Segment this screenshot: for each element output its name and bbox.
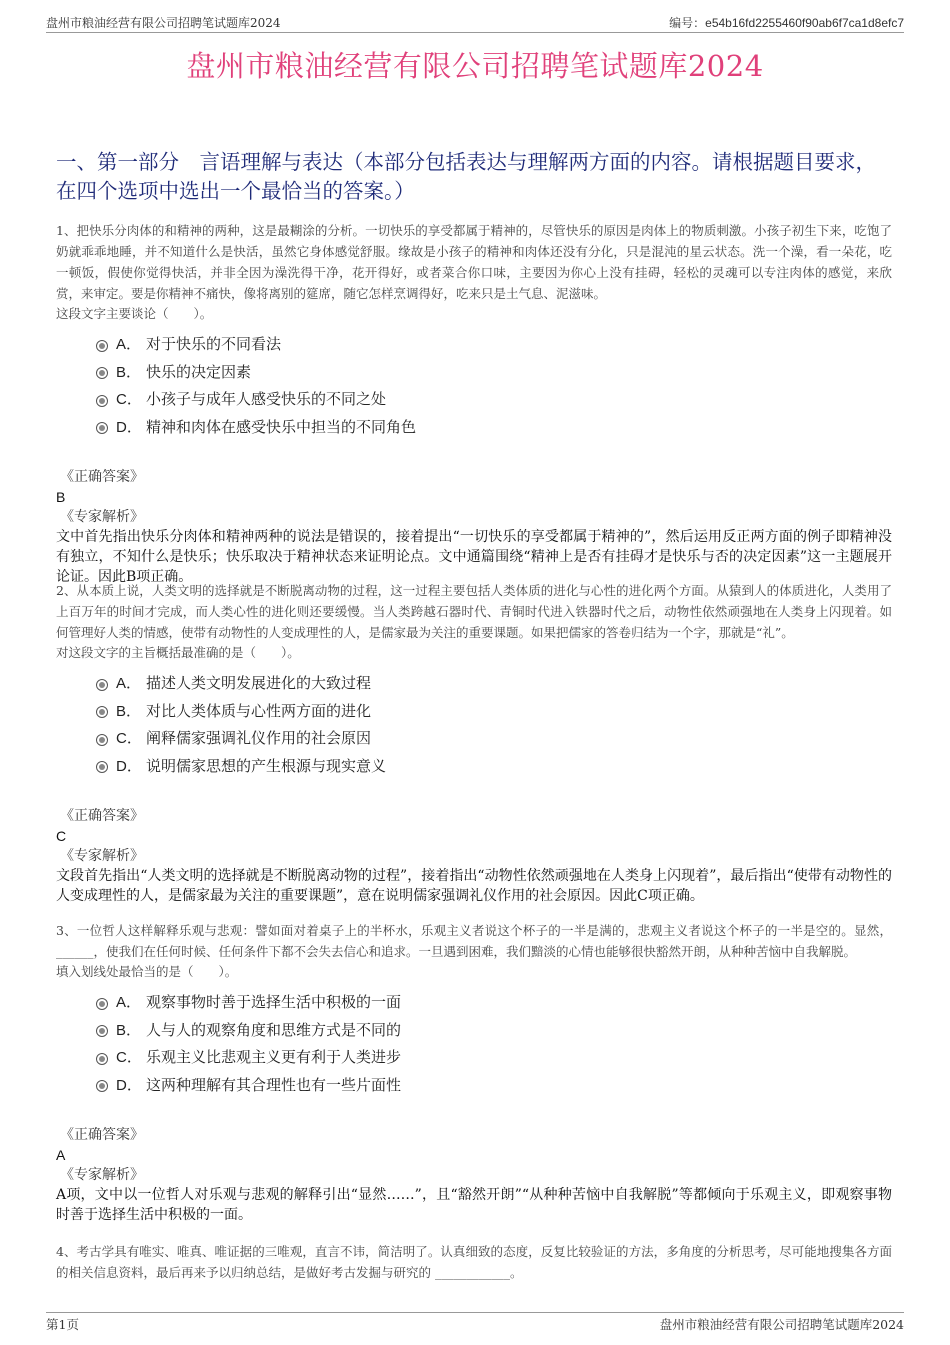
question-stem: 1、把快乐分肉体的和精神的两种，这是最糊涂的分析。一切快乐的享受都属于精神的，尽管快乐的原因是肉体上的物质刺激。小孩子初生下来，吃饱了奶就乖乖地睡，并不知道什么是快活，虽然它身体感觉舒服。缘故是小孩子的精神和肉体还没有分化，只是混沌的星云状态。洗一个澡，看一朵花，吃一顿饭，假使你觉得快活，并非全因为澡洗得干净，花开得好，或者菜合你口味，主要因为你心上没有挂碍，轻松的灵魂可以专注肉体的感觉，来欣赏，来审定。要是你精神不痛快，像将离别的筵席，随它怎样烹调得好，吃来只是土气息、泥滋味。	[56, 223, 892, 301]
section-title: 一、第一部分 言语理解与表达（本部分包括表达与理解两方面的内容。请根据题目要求，在四个选项中选出一个最恰当的答案。）	[56, 150, 876, 203]
question-2	[56, 580, 892, 906]
option-letter: B．	[116, 363, 142, 381]
radio-icon[interactable]	[96, 367, 108, 379]
radio-icon[interactable]	[96, 706, 108, 718]
option-text: 人与人的观察角度和思维方式是不同的	[146, 1020, 402, 1039]
option-text: 观察事物时善于选择生活中积极的一面	[146, 993, 402, 1012]
option-c[interactable]	[96, 1043, 892, 1071]
option-letter: D．	[116, 757, 142, 775]
analysis-text: A项，文中以一位哲人对乐观与悲观的解释引出“显然……”，且“豁然开朗”“从种种苦恼中自我解脱”等都倾向于乐观主义，即观察事物时善于选择生活中积极的一面。	[56, 1187, 892, 1223]
option-letter: C．	[116, 730, 142, 748]
option-c[interactable]	[96, 724, 892, 752]
radio-icon[interactable]	[96, 1080, 108, 1092]
document-code-value: e54b16fd2255460f90ab6f7ca1d8efc7	[705, 16, 904, 30]
option-b[interactable]	[96, 1016, 892, 1044]
option-text: 说明儒家思想的产生根源与现实意义	[146, 756, 387, 775]
option-letter: A．	[116, 336, 142, 354]
answer-value: B	[56, 489, 66, 505]
footer-title: 盘州市粮油经营有限公司招聘笔试题库2024	[659, 1317, 904, 1332]
question-prompt: 对这段文字的主旨概括最准确的是（ ）。	[56, 645, 300, 660]
analysis-text: 文段首先指出“人类文明的选择就是不断脱离动物的过程”，接着指出“动物性依然顽强地在人类身上闪现着”，最后指出“使带有动物性的人变成理性的人，是儒家最为关注的重要课题”，意在说明儒家强调礼仪作用的社会原因。因此C项正确。	[56, 868, 892, 904]
header-title: 盘州市粮油经营有限公司招聘笔试题库2024	[46, 16, 281, 30]
radio-icon[interactable]	[96, 679, 108, 691]
option-text: 对比人类体质与心性两方面的进化	[146, 701, 372, 720]
option-text: 对于快乐的不同看法	[146, 335, 282, 354]
option-list	[96, 669, 892, 779]
option-b[interactable]	[96, 697, 892, 725]
page-footer	[46, 1312, 904, 1333]
option-d[interactable]	[96, 752, 892, 780]
question-stem: 2、从本质上说，人类文明的选择就是不断脱离动物的过程，这一过程主要包括人类体质的进化与心性的进化两个方面。从猿到人的体质进化，人类用了上百万年的时间才完成，而人类心性的进化则还要缓慢。当人类跨越石器时代、青铜时代进入铁器时代之后，动物性依然顽强地在人类身上闪现着。如何管理好人类的情感，使带有动物性的人变成理性的人，是儒家最为关注的重要课题。如果把儒家的答卷归结为一个字，那就是“礼”。	[56, 583, 892, 640]
document-code	[669, 14, 904, 31]
document-code-label: 编号：	[669, 16, 706, 30]
option-letter: B．	[116, 1021, 142, 1039]
option-c[interactable]	[96, 385, 892, 413]
answer-label: 《正确答案》	[60, 808, 144, 824]
question-prompt: 填入划线处最恰当的是（ ）。	[56, 964, 238, 979]
radio-icon[interactable]	[96, 998, 108, 1010]
analysis-text: 文中首先指出快乐分肉体和精神两种的说法是错误的，接着提出“一切快乐的享受都属于精神的”，然后运用反正两方面的例子即精神没有独立，不知什么是快乐；快乐取决于精神状态来证明论点。文中通篇围绕“精神上是否有挂碍才是快乐与否的决定因素”这一主题展开论证。因此B项正确。	[56, 529, 892, 585]
option-a[interactable]	[96, 988, 892, 1016]
answer-label: 《正确答案》	[60, 1127, 144, 1143]
option-letter: D．	[116, 1076, 142, 1094]
option-b[interactable]	[96, 358, 892, 386]
option-letter: A．	[116, 994, 142, 1012]
radio-icon[interactable]	[96, 734, 108, 746]
question-stem: 3、一位哲人这样解释乐观与悲观：譬如面对着桌子上的半杯水，乐观主义者说这个杯子的一半是满的，悲观主义者说这个杯子的一半是空的。显然，______，使我们在任何时候、任何条件下都不会失去信心和追求。一旦遇到困难，我们黯淡的心情也能够很快豁然开朗，从种种苦恼中自我解脱。	[56, 923, 892, 959]
option-text: 精神和肉体在感受快乐中担当的不同角色	[146, 417, 417, 436]
option-letter: A．	[116, 675, 142, 693]
option-text: 描述人类文明发展进化的大致过程	[146, 674, 372, 693]
page-number: 第1页	[46, 1317, 79, 1332]
analysis-label: 《专家解析》	[60, 1167, 144, 1183]
radio-icon[interactable]	[96, 340, 108, 352]
radio-icon[interactable]	[96, 1053, 108, 1065]
radio-icon[interactable]	[96, 395, 108, 407]
option-d[interactable]	[96, 413, 892, 441]
answer-value: A	[56, 1147, 66, 1163]
page-title: 盘州市粮油经营有限公司招聘笔试题库2024	[186, 49, 764, 83]
option-d[interactable]	[96, 1071, 892, 1099]
analysis-label: 《专家解析》	[60, 848, 144, 864]
radio-icon[interactable]	[96, 1025, 108, 1037]
page-header	[46, 12, 904, 33]
option-text: 快乐的决定因素	[146, 362, 252, 381]
question-4	[56, 1241, 892, 1283]
option-text: 乐观主义比悲观主义更有利于人类进步	[146, 1048, 402, 1067]
option-text: 阐释儒家强调礼仪作用的社会原因	[146, 729, 372, 748]
question-prompt: 这段文字主要谈论（ ）。	[56, 306, 213, 321]
answer-value: C	[56, 828, 67, 844]
radio-icon[interactable]	[96, 422, 108, 434]
option-list	[96, 988, 892, 1098]
option-a[interactable]	[96, 669, 892, 697]
option-letter: C．	[116, 1049, 142, 1067]
option-letter: D．	[116, 418, 142, 436]
option-letter: B．	[116, 702, 142, 720]
option-letter: C．	[116, 391, 142, 409]
option-list	[96, 330, 892, 440]
option-text: 这两种理解有其合理性也有一些片面性	[146, 1075, 402, 1094]
question-3	[56, 920, 892, 1225]
option-text: 小孩子与成年人感受快乐的不同之处	[146, 390, 387, 409]
radio-icon[interactable]	[96, 761, 108, 773]
analysis-label: 《专家解析》	[60, 509, 144, 525]
option-a[interactable]	[96, 330, 892, 358]
answer-label: 《正确答案》	[60, 469, 144, 485]
question-stem: 4、考古学具有唯实、唯真、唯证据的三唯观，直言不讳，简洁明了。认真细致的态度，反复比较验证的方法，多角度的分析思考，尽可能地搜集各方面的相关信息资料，最后再来予以归纳总结，是做好考古发掘与研究的 ____________。	[56, 1244, 892, 1280]
question-1	[56, 220, 892, 587]
